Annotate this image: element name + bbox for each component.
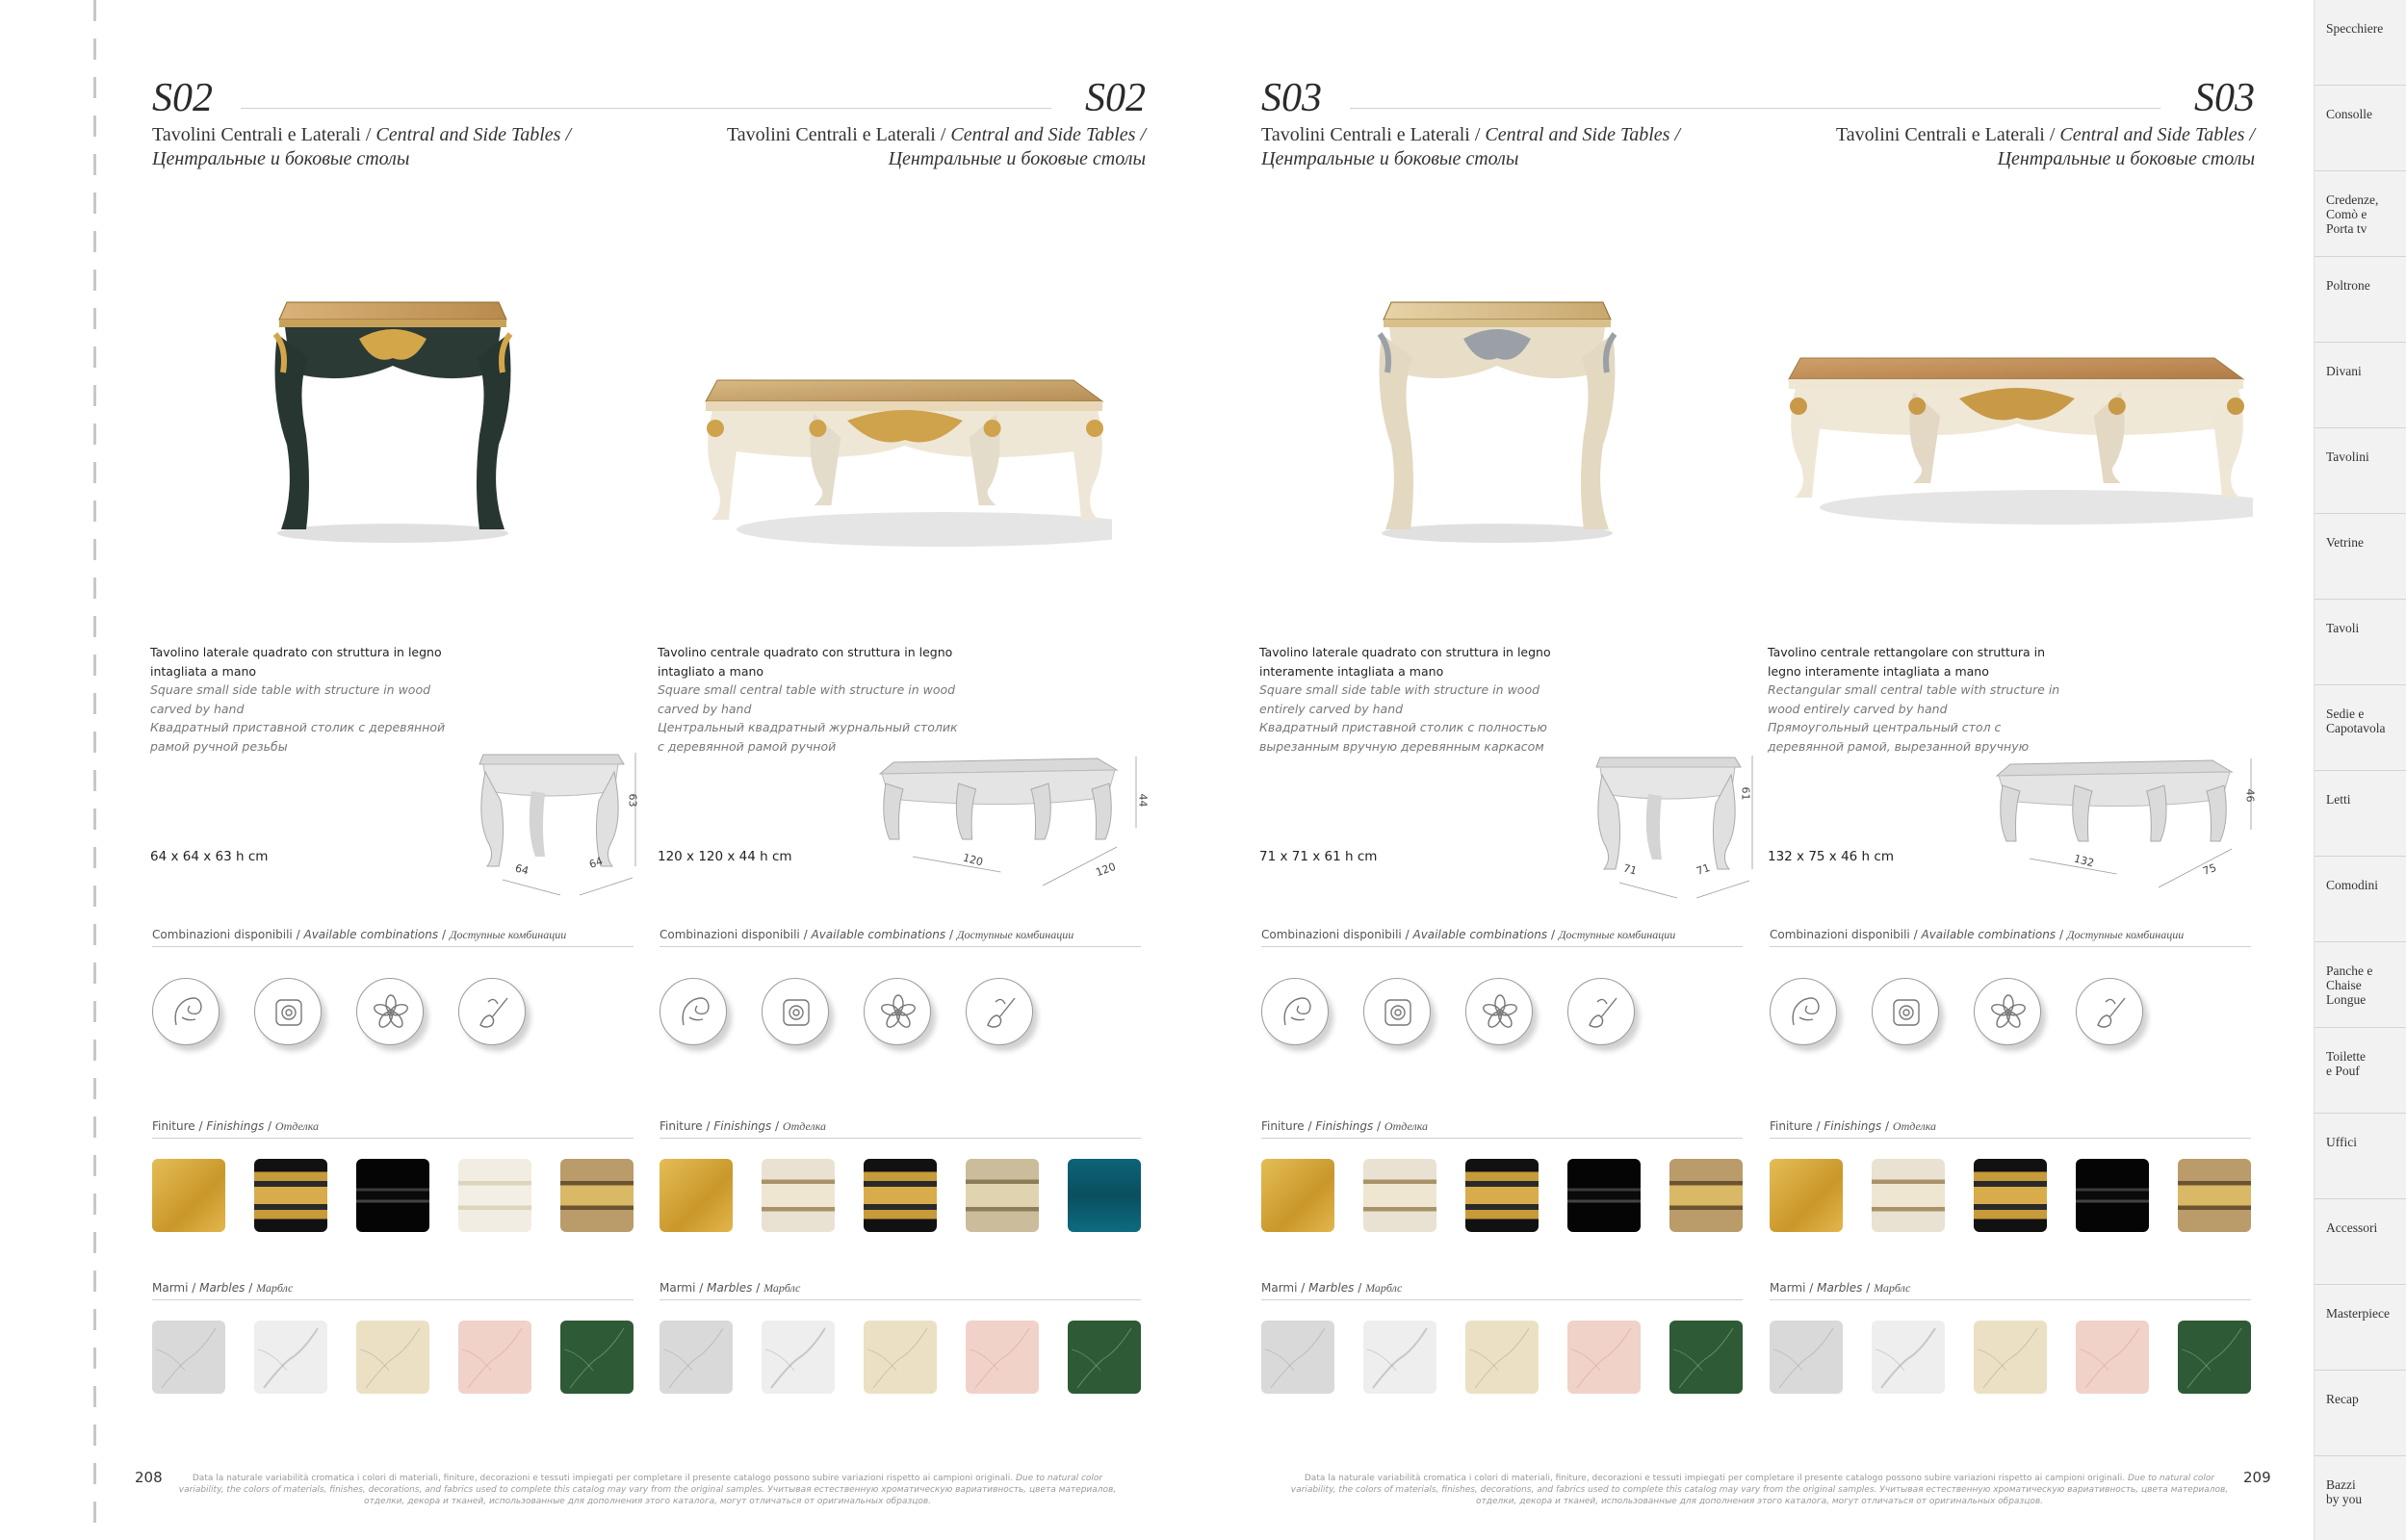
index-tab-uffici[interactable]: Uffici [2315,1114,2406,1199]
footer-disclaimer-right: Data la naturale variabilità cromatica i colori di materiali, finiture, decorazioni e tessuti impiegati per completare il presente catalogo possono subire variazioni rispetto ai campioni originali. Due to natural color variability, the colors of materials, finishes, decorations, and fabrics used to complete this catalog may vary from the original samples. Учитывая естественную хроматическую вариативность, цвета материалов, отделки, декора и тканей, использованные для дополнения этого каталога, могут отличаться от оригинальных образцов. [1290,1474,2229,1506]
index-tab-poltrone[interactable]: Poltrone [2315,257,2406,343]
marble-swatch [1465,1321,1539,1394]
finish-swatch-teal [1068,1159,1141,1232]
catalog-index-sidebar [2314,0,2406,1540]
index-tab-accessori[interactable]: Accessori [2315,1199,2406,1285]
dimension-height-label: 63 [626,793,639,808]
section-rule [1770,1138,2251,1139]
brush-icon [458,978,526,1045]
finish-swatch-bronze [560,1159,634,1232]
marble-swatch [1363,1321,1436,1394]
finish-swatch-black-gold [864,1159,937,1232]
finishings-label: Finiture / Finishings / Отделка [660,1119,827,1133]
product-dimensions: 132 x 75 x 46 h cm [1768,849,1894,864]
product-description: Tavolino centrale rettangolare con struttura in legno interamente intagliata a mano Rectangular small central table with structure in wood entirely carved by hand Прямоугольный центральный стол с деревянной рамой, вырезанной вручную [1768,645,2060,754]
section-rule [660,1299,1141,1300]
index-tab-comodini[interactable]: Comodini [2315,857,2406,942]
index-tab-consolle[interactable]: Consolle [2315,86,2406,171]
section-rule [660,1138,1141,1139]
carving-icon [152,978,220,1045]
index-tab-panche-e[interactable]: Panche e Chaise Longue [2315,942,2406,1028]
marble-swatch [152,1321,225,1394]
marble-swatch [1068,1321,1141,1394]
marble-swatch [458,1321,531,1394]
combinations-label: Combinazioni disponibili / Available combinations / Доступные комбинации [152,928,567,941]
section-rule [660,946,1141,947]
product-dimensions: 71 x 71 x 61 h cm [1259,849,1378,864]
dimension-height-label: 44 [1136,793,1150,808]
dimension-depth-label: 71 [1695,860,1712,879]
dimension-width-label: 132 [2072,852,2096,870]
finish-swatch-black [2076,1159,2149,1232]
marbles-label: Marmi / Marbles / Марблс [152,1281,294,1295]
finish-swatch-ivory-gold [762,1159,835,1232]
header-rule [241,108,1051,109]
section-rule [1261,1138,1743,1139]
marbles-label: Marmi / Marbles / Марблс [660,1281,801,1295]
page-margin-dashes [93,0,96,1540]
section-title: Tavolini Centrali e Laterali / Central and Side Tables / Центральные и боковые столы [726,124,1146,169]
header-rule [1350,108,2160,109]
combinations-label: Combinazioni disponibili / Available combinations / Доступные комбинации [1261,928,1676,941]
finish-swatch-black [1567,1159,1641,1232]
footer-disclaimer-left: Data la naturale variabilità cromatica i colori di materiali, finiture, decorazioni e tessuti impiegati per completare il presente catalogo possono subire variazioni rispetto ai campioni originali. Due to natural color variability, the colors of materials, finishes, decorations, and fabrics used to complete this catalog may vary from the original samples. Учитывая естественную хроматическую вариативность, цвета материалов, отделки, декора и тканей, использованные для дополнения этого каталога, могут отличаться от оригинальных образцов. [178,1474,1117,1506]
index-tab-letti[interactable]: Letti [2315,771,2406,857]
dimension-width-label: 64 [513,861,530,878]
section-rule [152,1299,634,1300]
carving-icon [1261,978,1329,1045]
dimension-width-label: 120 [961,851,985,869]
index-tab-toilette[interactable]: Toilette e Pouf [2315,1028,2406,1114]
flower-icon [356,978,424,1045]
section-title: Tavolini Centrali e Laterali / Central and Side Tables / Центральные и боковые столы [152,124,572,169]
rosette-icon [1363,978,1431,1045]
section-rule [1261,1299,1743,1300]
marble-swatch [356,1321,429,1394]
page-number-left: 208 [135,1469,163,1486]
finish-swatch-ivory-gold [1363,1159,1436,1232]
index-tab-masterpiece[interactable]: Masterpiece [2315,1285,2406,1371]
finish-swatch-black-gold [254,1159,327,1232]
product-code: S03 [2194,76,2255,120]
finishings-label: Finiture / Finishings / Отделка [1770,1119,1937,1133]
finish-swatch-ivory-gold [1872,1159,1945,1232]
finish-swatch-gold [660,1159,733,1232]
finish-swatch-black [356,1159,429,1232]
marble-swatch [2076,1321,2149,1394]
finish-swatch-silver-gold [966,1159,1039,1232]
marble-swatch [560,1321,634,1394]
dimension-depth-label: 64 [587,854,605,872]
finish-swatch-ivory [458,1159,531,1232]
flower-icon [864,978,931,1045]
dimension-depth-label: 75 [2201,860,2218,879]
marble-swatch [966,1321,1039,1394]
marble-swatch [254,1321,327,1394]
finish-swatch-bronze [2178,1159,2251,1232]
rosette-icon [762,978,829,1045]
index-tab-credenze-[interactable]: Credenze, Comò e Porta tv [2315,171,2406,257]
product-code: S02 [1085,76,1146,120]
product-photo-central-table-s02 [698,361,1112,553]
dimension-sketch [1991,753,2270,897]
marble-swatch [1974,1321,2047,1394]
combinations-label: Combinazioni disponibili / Available combinations / Доступные комбинации [1770,928,2185,941]
marble-swatch [1770,1321,1843,1394]
finishings-label: Finiture / Finishings / Отделка [1261,1119,1429,1133]
section-title: Tavolini Centrali e Laterali / Central and Side Tables / Центральные и боковые столы [1261,124,1681,169]
section-rule [1770,946,2251,947]
product-dimensions: 120 x 120 x 44 h cm [658,849,792,864]
marble-swatch [1261,1321,1334,1394]
marble-swatch [864,1321,937,1394]
marble-swatch [1872,1321,1945,1394]
dimension-width-label: 71 [1621,861,1639,878]
dimension-height-label: 61 [1739,786,1752,801]
finishings-label: Finiture / Finishings / Отделка [152,1119,320,1133]
carving-icon [660,978,727,1045]
index-tab-tavoli[interactable]: Tavoli [2315,600,2406,685]
marble-swatch [660,1321,733,1394]
finish-swatch-gold [1770,1159,1843,1232]
marble-swatch [1669,1321,1743,1394]
rosette-icon [1872,978,1939,1045]
marbles-label: Marmi / Marbles / Марблс [1261,1281,1403,1295]
brush-icon [966,978,1033,1045]
dimension-sketch [1591,746,1773,919]
dimension-depth-label: 120 [1094,860,1118,880]
marble-swatch [1567,1321,1641,1394]
product-code: S02 [152,76,213,120]
finish-swatch-bronze [1669,1159,1743,1232]
finish-swatch-black-gold [1974,1159,2047,1232]
index-tab-bazzi[interactable]: Bazzi by you [2315,1456,2406,1540]
index-tab-recap[interactable]: Recap [2315,1371,2406,1456]
page-number-right: 209 [2243,1469,2271,1486]
product-description: Tavolino centrale quadrato con struttura in legno intagliato a mano Square small central table with structure in wood carved by hand Центральный квадратный журнальный столик с деревянной рамой ручной [658,645,958,754]
index-tab-sedie-e[interactable]: Sedie e Capotavola [2315,685,2406,771]
section-rule [1770,1299,2251,1300]
section-rule [1261,946,1743,947]
product-photo-side-table-s03 [1372,281,1622,551]
finish-swatch-black-gold [1465,1159,1539,1232]
index-tab-divani[interactable]: Divani [2315,343,2406,428]
finish-swatch-gold [152,1159,225,1232]
section-title: Tavolini Centrali e Laterali / Central and Side Tables / Центральные и боковые столы [1835,124,2255,169]
product-code: S03 [1261,76,1322,120]
marble-swatch [762,1321,835,1394]
index-tab-specchiere[interactable]: Specchiere [2315,0,2406,86]
section-rule [152,1138,634,1139]
brush-icon [1567,978,1635,1045]
carving-icon [1770,978,1837,1045]
marbles-label: Marmi / Marbles / Марблс [1770,1281,1911,1295]
rosette-icon [254,978,322,1045]
brush-icon [2076,978,2143,1045]
dimension-sketch [474,743,657,916]
index-tab-tavolini[interactable]: Tavolini [2315,428,2406,514]
flower-icon [1974,978,2041,1045]
flower-icon [1465,978,1533,1045]
index-tab-vetrine[interactable]: Vetrine [2315,514,2406,600]
product-photo-side-table-s02 [268,281,518,551]
marble-swatch [2178,1321,2251,1394]
finish-swatch-gold [1261,1159,1334,1232]
product-description: Tavolino laterale quadrato con struttura in legno interamente intagliata a mano Square small side table with structure in wood entirely carved by hand Квадратный приставной столик с полностью вырезанным вручную деревянным каркасом [1259,645,1551,754]
combinations-label: Combinazioni disponibili / Available combinations / Доступные комбинации [660,928,1074,941]
product-dimensions: 64 x 64 x 63 h cm [150,849,269,864]
product-photo-central-table-s03 [1781,339,2253,531]
section-rule [152,946,634,947]
product-description: Tavolino laterale quadrato con struttura in legno intagliata a mano Square small side table with structure in wood carved by hand Квадратный приставной столик с деревянной рамой ручной резьбы [150,645,446,754]
dimension-height-label: 46 [2243,788,2257,803]
